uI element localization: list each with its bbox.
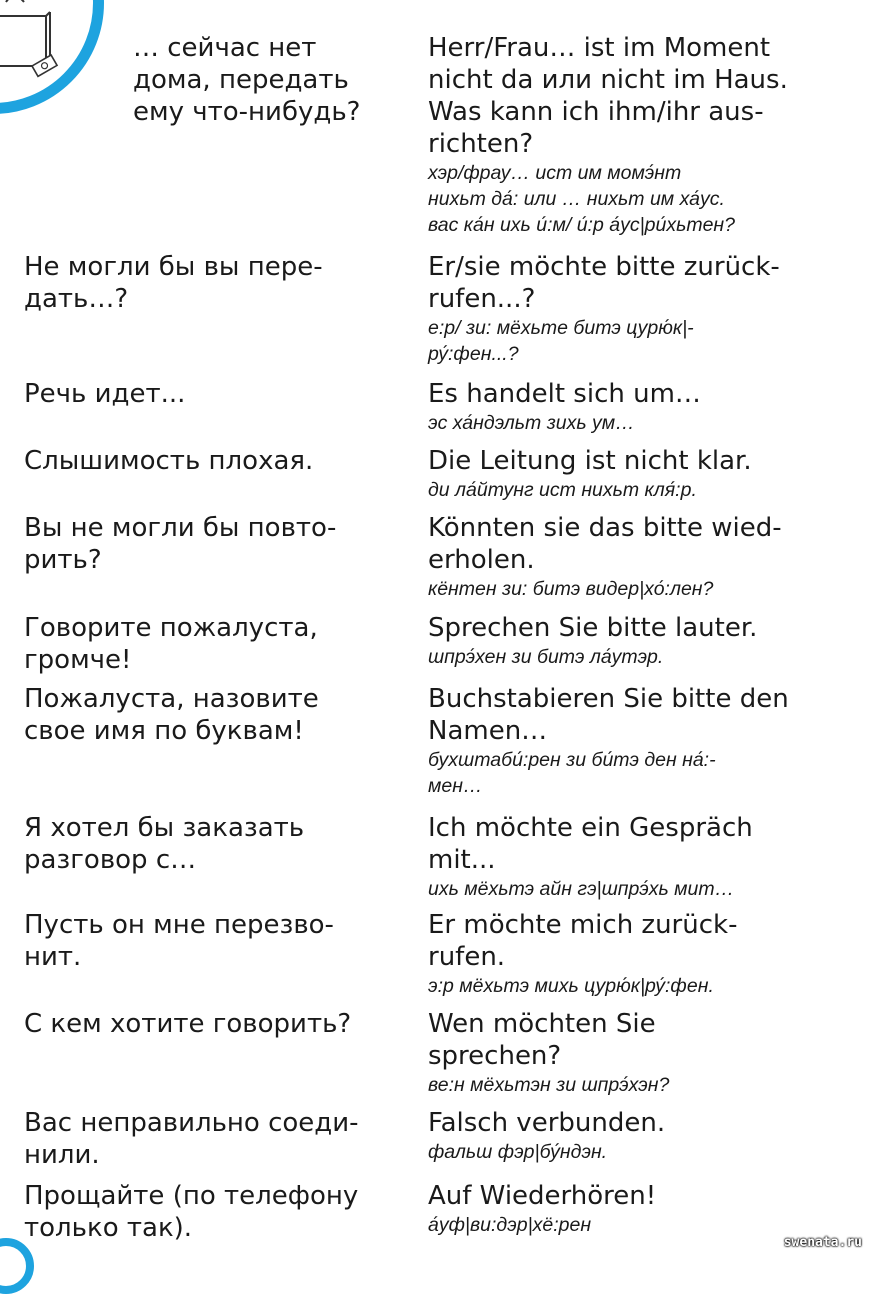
german-phrase: Könnten sie das bitte wied- erholen. xyxy=(428,513,782,575)
german-block xyxy=(428,1107,858,1165)
russian-phrase: Не могли бы вы пере- дать…? xyxy=(24,252,323,314)
german-phrase: Auf Wiederhören! xyxy=(428,1181,657,1211)
german-block xyxy=(428,683,858,799)
german-block xyxy=(428,32,858,238)
german-phrase: Falsch verbunden. xyxy=(428,1108,666,1138)
transcription: бухштаби́:рен зи би́тэ ден на́:- мен… xyxy=(428,749,716,797)
transcription: ихь мёхьтэ айн гэ|шпрэ́хь мит… xyxy=(428,878,735,900)
watermark: swenata.ru xyxy=(783,1235,862,1250)
german-block xyxy=(428,251,858,367)
german-block xyxy=(428,378,858,436)
german-phrase: Er möchte mich zurück- rufen. xyxy=(428,910,738,972)
german-phrase: Sprechen Sie bitte lauter. xyxy=(428,613,758,643)
german-phrase: Er/sie möchte bitte zurück- rufen...? xyxy=(428,252,780,314)
german-block xyxy=(428,1008,858,1098)
german-phrase: Herr/Frau… ist im Moment nicht da или nicht im Haus. Was kann ich ihm/ihr aus- richten? xyxy=(428,33,788,159)
decorative-arc xyxy=(0,1238,34,1294)
german-block xyxy=(428,612,858,670)
german-phrase: Ich möchte ein Gespräch mit... xyxy=(428,813,753,875)
transcription: е:р/ зи: мёхьте битэ цурю́к|- ру́:фен...? xyxy=(428,317,694,365)
german-phrase: Buchstabieren Sie bitte den Namen… xyxy=(428,684,789,746)
transcription: эс ха́ндэльт зихь ум… xyxy=(428,412,635,434)
money-icon xyxy=(32,55,57,76)
transcription: кёнтен зи: битэ видер|хо́:лен? xyxy=(428,578,714,600)
russian-phrase: Вы не могли бы повто- рить? xyxy=(24,513,337,575)
russian-phrase: С кем хотите говорить? xyxy=(24,1009,352,1039)
german-block xyxy=(428,812,858,902)
transcription: э:р мёхьтэ михь цурю́к|ру́:фен. xyxy=(428,975,714,997)
russian-phrase: Прощайте (по телефону только так). xyxy=(24,1181,359,1243)
russian-phrase: Пусть он мне перезво- нит. xyxy=(24,910,334,972)
german-phrase: Wen möchten Sie sprechen? xyxy=(428,1009,656,1071)
russian-phrase: Говорите пожалуста, громче! xyxy=(24,613,318,675)
transcription: хэр/фрау… ист им момэ́нт нихьт да́: или … нихьт им ха́ус. вас ка́н ихь и́:м/ и́:р а́ус|ри́хьтен? xyxy=(428,162,735,236)
shopping-bag-icon xyxy=(0,0,82,94)
german-phrase: Es handelt sich um… xyxy=(428,379,701,409)
german-block xyxy=(428,909,858,999)
german-block xyxy=(428,512,858,602)
russian-phrase: … сейчас нет дома, передать ему что-нибудь? xyxy=(133,33,361,127)
transcription: а́уф|ви:дэр|хё:рен xyxy=(428,1214,592,1236)
russian-phrase: Я хотел бы заказать разговор с… xyxy=(24,813,305,875)
russian-phrase: Вас неправильно соеди- нили. xyxy=(24,1108,359,1170)
transcription: фальш фэр|бу́ндэн. xyxy=(428,1141,608,1163)
german-block xyxy=(428,445,858,503)
german-block xyxy=(428,1180,858,1238)
russian-phrase: Речь идет... xyxy=(24,379,186,409)
transcription: ве:н мёхьтэн зи шпрэ́хэн? xyxy=(428,1074,670,1096)
german-phrase: Die Leitung ist nicht klar. xyxy=(428,446,752,476)
russian-phrase: Слышимость плохая. xyxy=(24,446,314,476)
russian-phrase: Пожалуста, назовите свое имя по буквам! xyxy=(24,684,319,746)
transcription: ди ла́йтунг ист нихьт кля́:р. xyxy=(428,479,697,501)
transcription: шпрэ́хен зи битэ ла́утэр. xyxy=(428,646,664,668)
